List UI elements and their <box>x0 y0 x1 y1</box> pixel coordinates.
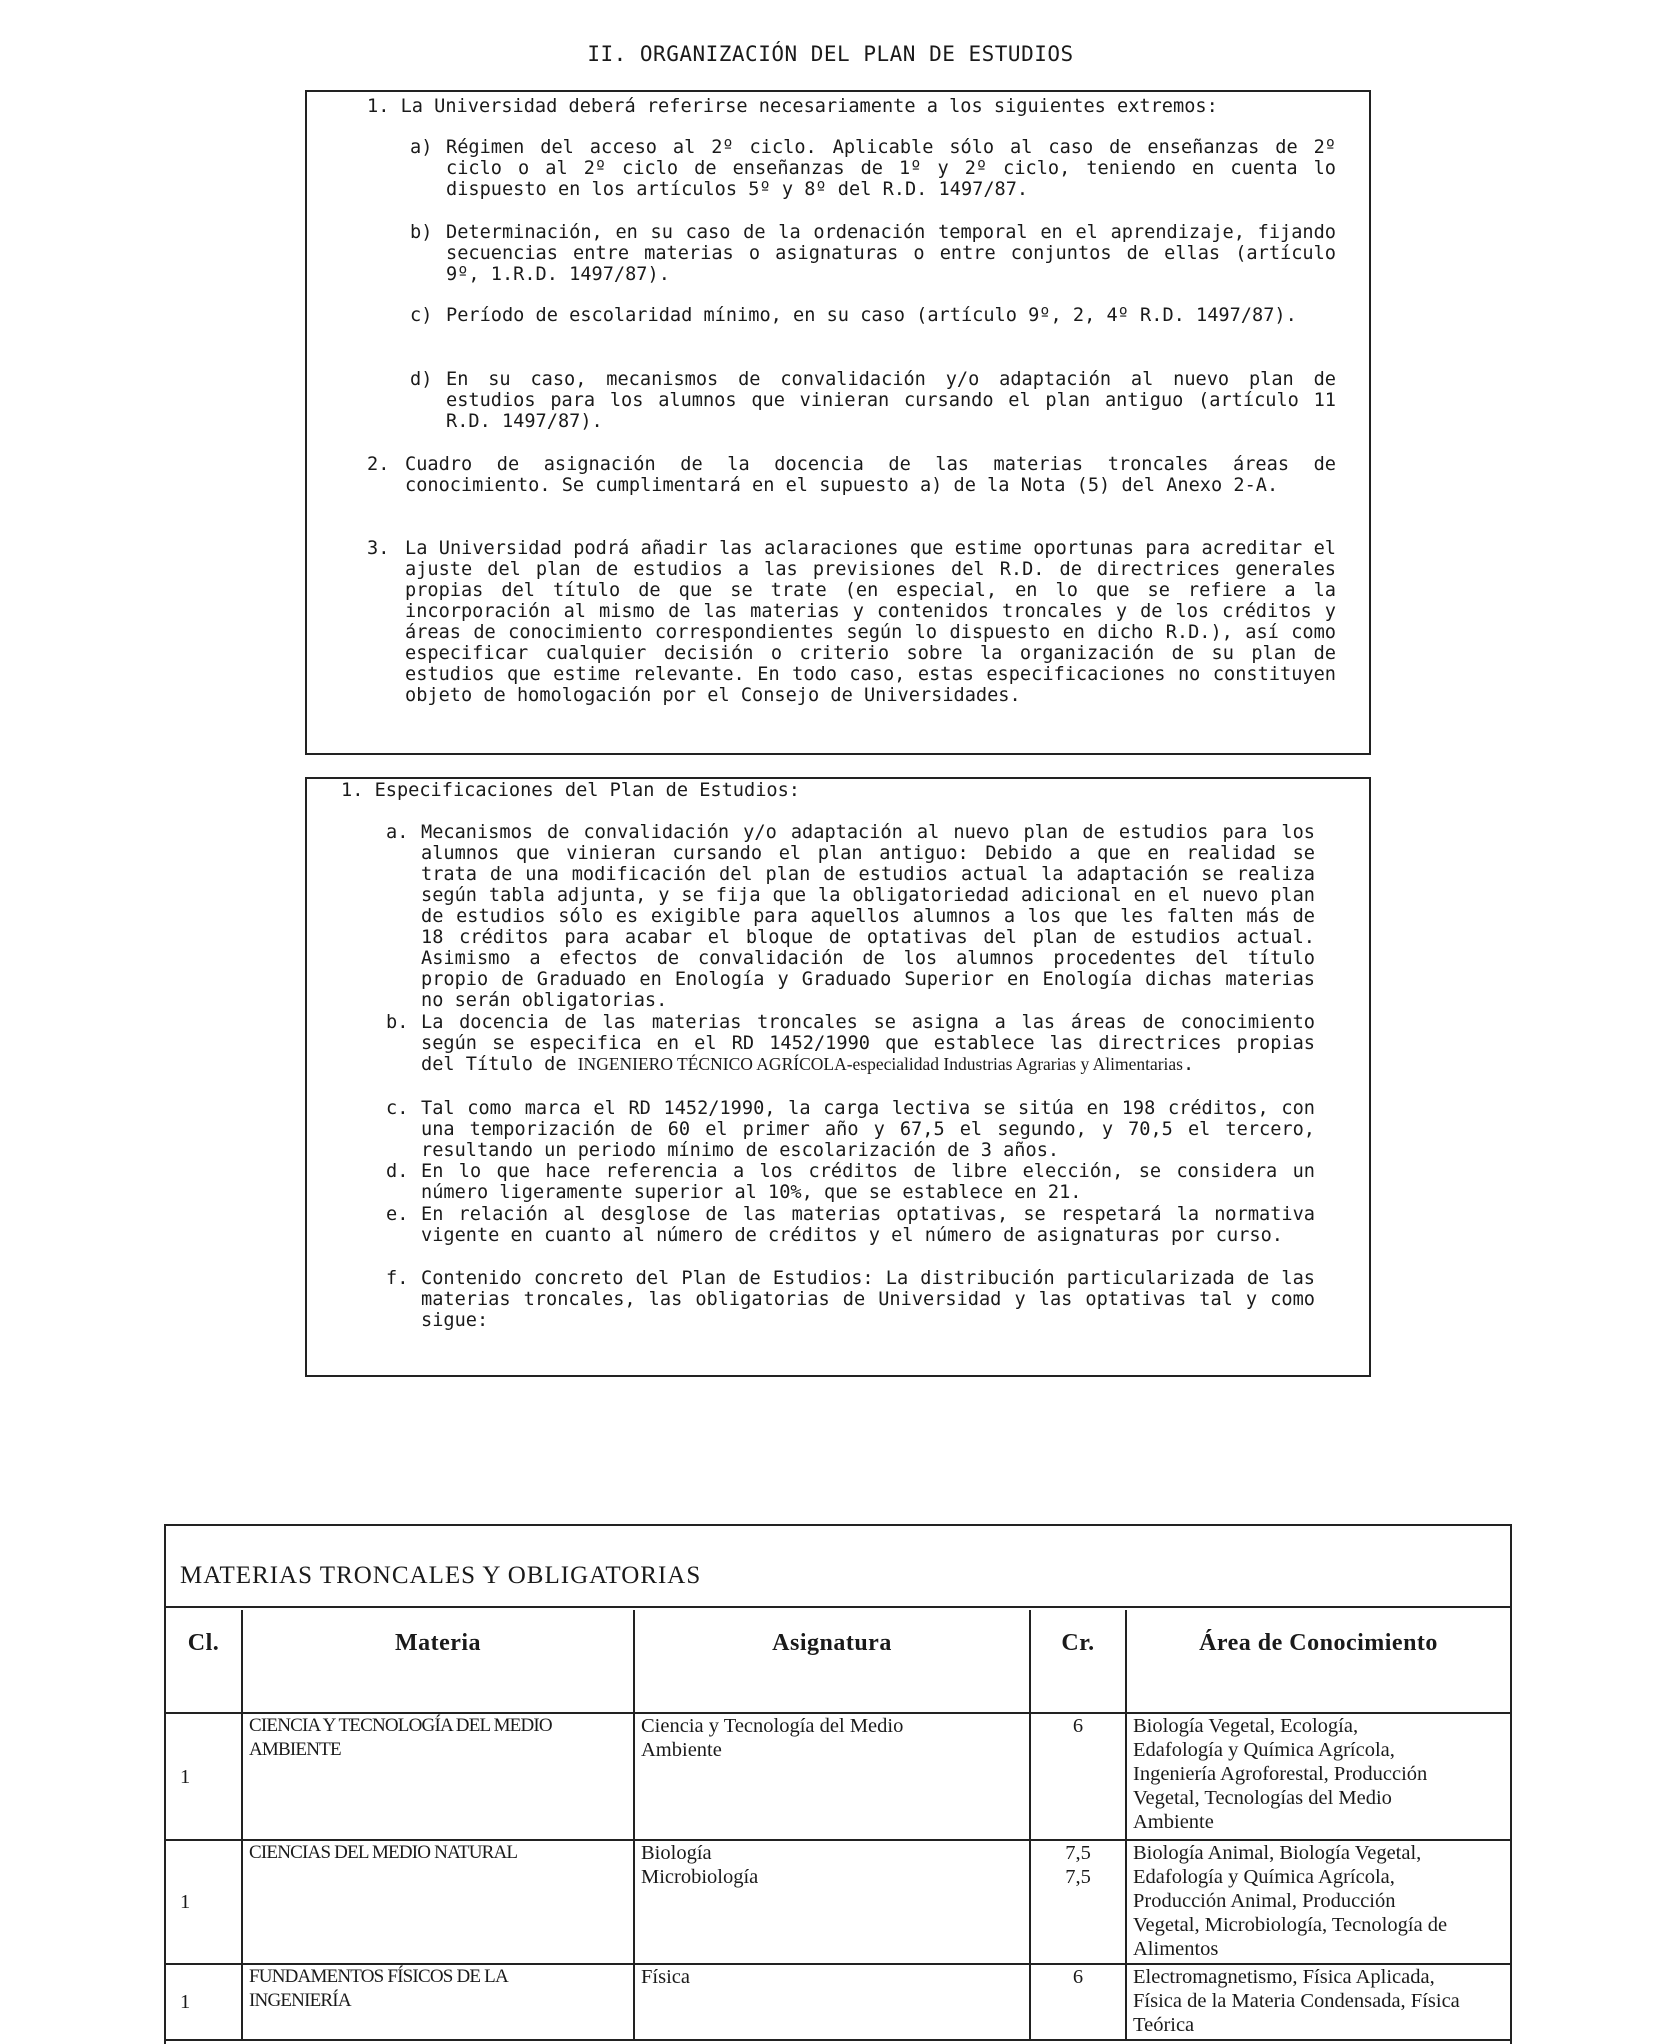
cell-materia-line: CIENCIA Y TECNOLOGÍA DEL MEDIO <box>249 1715 552 1736</box>
cell-asignatura-line: Biología <box>641 1842 712 1864</box>
table-row <box>166 1964 1510 2040</box>
subjects-table-container <box>164 1524 1512 2044</box>
cell-area-line: Alimentos <box>1133 1938 1219 1960</box>
column-header-cl: Cl. <box>166 1610 242 1713</box>
cell-area-line: Vegetal, Tecnologías del Medio <box>1133 1787 1392 1809</box>
table-row <box>166 1840 1510 1964</box>
table-header-row <box>166 1610 1510 1713</box>
spec-text-b-serif: INGENIERO TÉCNICO AGRÍCOLA-especialidad Industrias Agrarias y Alimentarias <box>577 1054 1183 1074</box>
table-heading-row <box>166 1526 1510 1608</box>
cell-area <box>1126 1964 1510 2040</box>
cell-cl: 1 <box>166 1713 242 1840</box>
cell-area-line: Física de la Materia Condensada, Física <box>1133 1990 1460 2012</box>
cell-asignatura-line: Ambiente <box>641 1739 722 1761</box>
spec-text-b-end: . <box>1183 1054 1195 1075</box>
point-2-number: 2. <box>367 454 390 475</box>
spec-text-c: Tal como marca el RD 1452/1990, la carga lectiva se sitúa en 198 créditos, con una temporización de 60 el primer año y 67,5 el segundo, y 70,5 el tercero, resultando un periodo mínimo de escolarización de 3 años. <box>421 1098 1315 1161</box>
cell-asignatura <box>634 1964 1030 2040</box>
cell-asignatura-line: Física <box>641 1966 690 1988</box>
spec-text-e: En relación al desglose de las materias optativas, se respetará la normativa vigente en cuanto al número de créditos y el número de asignaturas por curso. <box>421 1204 1315 1246</box>
cell-materia-line: AMBIENTE <box>249 1739 341 1760</box>
column-header-cr: Cr. <box>1030 1610 1126 1713</box>
item-text-c: Período de escolaridad mínimo, en su caso (artículo 9º, 2, 4º R.D. 1497/87). <box>446 305 1297 326</box>
spec-text-b-mono: La docencia de las materias troncales se asigna a las áreas de conocimiento según se especifica en el RD 1452/1990 que establece las directrices propias del Título de <box>421 1012 1315 1075</box>
cell-asignatura-line: Microbiología <box>641 1866 759 1888</box>
item-text-b: Determinación, en su caso de la ordenación temporal en el aprendizaje, fijando secuencias entre materias o asignaturas o entre conjuntos de ellas (artículo 9º, 1.R.D. 1497/87). <box>446 222 1336 285</box>
spec-text-d: En lo que hace referencia a los créditos de libre elección, se considera un número ligeramente superior al 10%, que se establece en 21. <box>421 1161 1315 1203</box>
cell-area-line: Edafología y Química Agrícola, <box>1133 1866 1395 1888</box>
specifications-intro: 1. Especificaciones del Plan de Estudios: <box>341 780 800 801</box>
specifications-box <box>305 777 1371 1377</box>
spec-text-a: Mecanismos de convalidación y/o adaptación al nuevo plan de estudios para los alumnos que vinieran cursando el plan antiguo: Debido a que en realidad se trata de una modificación del plan de estudios actual la adaptación se realiza según tabla adjunta, y se fija que la obligatoriedad adicional en el nuevo plan de estudios sólo es exigible para aquellos alumnos a los que les falten más de 18 créditos para acabar el bloque de optativas del plan de estudios actual. Asimismo a efectos de convalidación de los alumnos procedentes del título propio de Graduado en Enología y Graduado Superior en Enología dichas materias no serán obligatorias. <box>421 822 1315 1011</box>
cell-materia-line: CIENCIAS DEL MEDIO NATURAL <box>249 1842 518 1863</box>
cell-area-line: Biología Vegetal, Ecología, <box>1133 1715 1359 1737</box>
column-header-area: Área de Conocimiento <box>1126 1610 1510 1713</box>
cell-cr-value: 6 <box>1072 1715 1084 1737</box>
cell-area-line: Ingeniería Agroforestal, Producción <box>1133 1763 1428 1785</box>
spec-text-f: Contenido concreto del Plan de Estudios: La distribución particularizada de las materias troncales, las obligatorias de Universidad y las optativas tal y como sigue: <box>421 1268 1315 1331</box>
spec-letter-b: b. <box>386 1012 409 1033</box>
item-letter-d: d) <box>410 369 433 390</box>
spec-letter-a: a. <box>386 822 409 843</box>
spec-letter-e: e. <box>386 1204 409 1225</box>
item-letter-b: b) <box>410 222 433 243</box>
subjects-table <box>166 1610 1510 2041</box>
cell-materia <box>242 1713 634 1840</box>
point-3-number: 3. <box>367 538 390 559</box>
cell-asignatura <box>634 1840 1030 1964</box>
cell-area-line: Biología Animal, Biología Vegetal, <box>1133 1842 1422 1864</box>
cell-cr-value: 7,5 <box>1065 1842 1091 1864</box>
item-text-d: En su caso, mecanismos de convalidación y/o adaptación al nuevo plan de estudios para los alumnos que vinieran cursando el plan antiguo (artículo 11 R.D. 1497/87). <box>446 369 1336 432</box>
instructions-intro: 1. La Universidad deberá referirse necesariamente a los siguientes extremos: <box>367 96 1218 117</box>
cell-area-line: Producción Animal, Producción <box>1133 1890 1396 1912</box>
cell-area-line: Electromagnetismo, Física Aplicada, <box>1133 1966 1435 1988</box>
cell-area-line: Teórica <box>1133 2014 1195 2036</box>
column-header-asignatura: Asignatura <box>634 1610 1030 1713</box>
spec-letter-c: c. <box>386 1098 409 1119</box>
cell-cl: 1 <box>166 1840 242 1964</box>
table-row <box>166 1713 1510 1840</box>
cell-area <box>1126 1840 1510 1964</box>
table-heading: MATERIAS TRONCALES Y OBLIGATORIAS <box>180 1562 702 1589</box>
cell-cr-value: 6 <box>1072 1966 1084 1988</box>
instructions-box <box>305 90 1371 755</box>
cell-cr <box>1030 1964 1126 2040</box>
cell-area <box>1126 1713 1510 1840</box>
spec-letter-f: f. <box>386 1268 409 1289</box>
point-3-text: La Universidad podrá añadir las aclaraciones que estime oportunas para acreditar el ajuste del plan de estudios a las previsiones del R.D. de directrices generales propias del título de que se trate (en especial, en lo que se refiere a la incorporación al mismo de las materias y contenidos troncales y de los créditos y áreas de conocimiento correspondientes según lo dispuesto en dicho R.D.), así como especificar cualquier decisión o criterio sobre la organización de su plan de estudios que estime relevante. En todo caso, estas especificaciones no constituyen objeto de homologación por el Consejo de Universidades. <box>405 538 1336 706</box>
cell-asignatura-line: Ciencia y Tecnología del Medio <box>641 1715 904 1737</box>
spec-letter-d: d. <box>386 1161 409 1182</box>
cell-asignatura <box>634 1713 1030 1840</box>
point-2-text: Cuadro de asignación de la docencia de las materias troncales áreas de conocimiento. Se cumplimentará en el supuesto a) de la Nota (5) del Anexo 2-A. <box>405 454 1336 496</box>
cell-materia-line: FUNDAMENTOS FÍSICOS DE LA <box>249 1966 508 1987</box>
item-letter-a: a) <box>410 137 433 158</box>
cell-area-line: Ambiente <box>1133 1811 1214 1833</box>
cell-materia <box>242 1964 634 2040</box>
item-text-a: Régimen del acceso al 2º ciclo. Aplicable sólo al caso de enseñanzas de 2º ciclo o al 2º ciclo de enseñanzas de 1º y 2º ciclo, teniendo en cuenta lo dispuesto en los artículos 5º y 8º del R.D. 1497/87. <box>446 137 1336 200</box>
cell-cr <box>1030 1713 1126 1840</box>
cell-cr <box>1030 1840 1126 1964</box>
cell-materia <box>242 1840 634 1964</box>
item-letter-c: c) <box>410 305 433 326</box>
cell-area-line: Edafología y Química Agrícola, <box>1133 1739 1395 1761</box>
page-title: II. ORGANIZACIÓN DEL PLAN DE ESTUDIOS <box>587 42 1074 66</box>
cell-cr-value: 7,5 <box>1065 1866 1091 1888</box>
column-header-materia: Materia <box>242 1610 634 1713</box>
cell-materia-line: INGENIERÍA <box>249 1990 351 2011</box>
cell-area-line: Vegetal, Microbiología, Tecnología de <box>1133 1914 1448 1936</box>
cell-cl: 1 <box>166 1964 242 2040</box>
spec-text-b <box>421 1012 1315 1075</box>
